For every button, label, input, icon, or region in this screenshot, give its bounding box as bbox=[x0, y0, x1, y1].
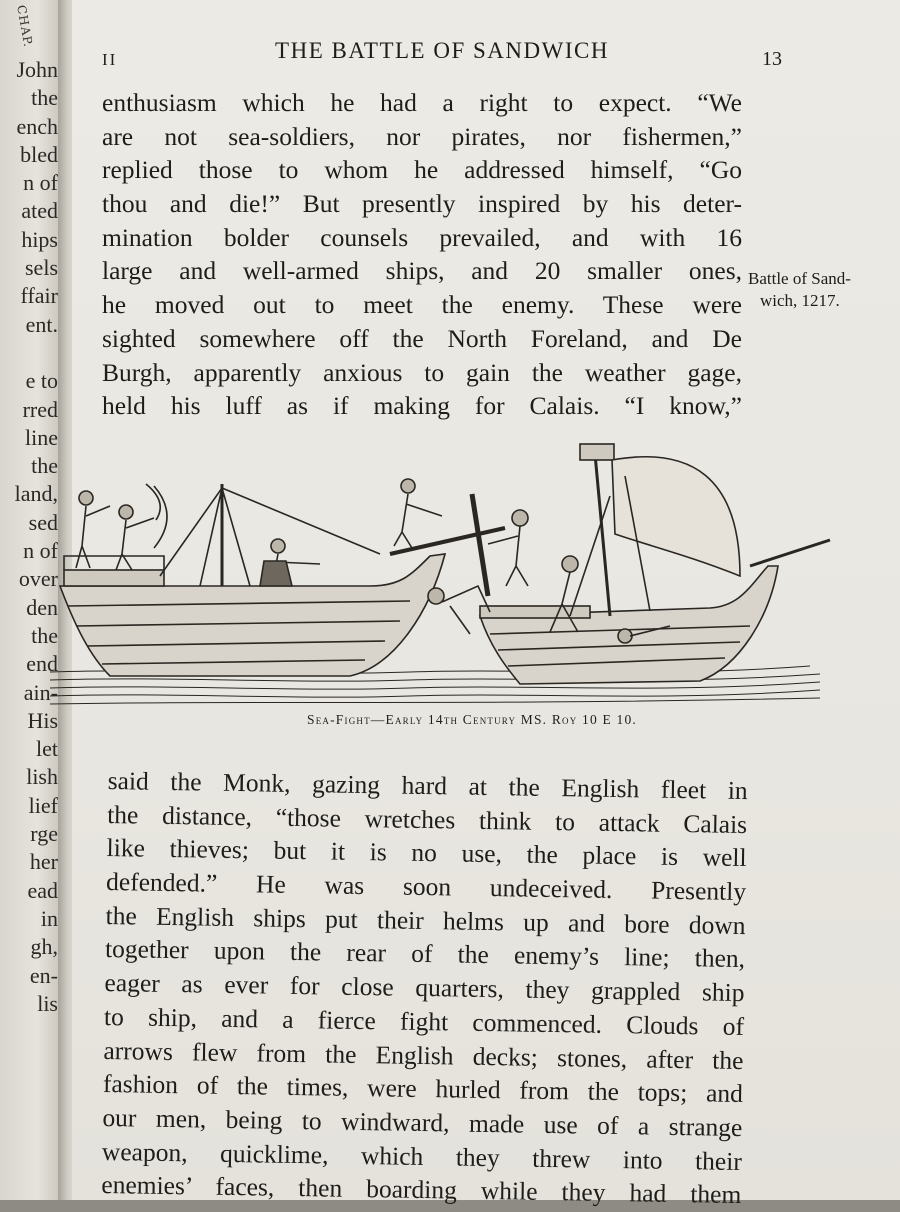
text-line: defended.” He was soon undeceived. Presently bbox=[105, 867, 747, 907]
facing-page-word: ead bbox=[27, 877, 58, 903]
facing-page-word: ated bbox=[21, 198, 58, 224]
facing-page-word: let bbox=[36, 736, 58, 762]
facing-page-word: in bbox=[40, 905, 58, 931]
page-number: 13 bbox=[762, 48, 782, 70]
text-line: our men, being to windward, made use of a strange bbox=[102, 1102, 743, 1142]
text-line: arrows flew from the English decks; stones, after the bbox=[103, 1035, 744, 1075]
facing-page-word: rred bbox=[22, 396, 58, 422]
facing-page-word: lief bbox=[28, 792, 58, 818]
right-ship-icon bbox=[428, 444, 830, 684]
facing-page-word: the bbox=[31, 85, 58, 111]
text-line: large and well-armed ships, and 20 smaller ones, bbox=[102, 256, 742, 286]
text-line: enthusiasm which he had a right to expect. “We bbox=[102, 88, 742, 117]
text-line: mination bolder counsels prevailed, and with 16 bbox=[102, 222, 742, 252]
margin-sidenote bbox=[748, 268, 898, 312]
facing-page-word: John bbox=[16, 57, 58, 82]
figure-caption: Sea-Fight—Early 14th Century MS. Roy 10 E 10. bbox=[307, 712, 637, 727]
text-line: the English ships put their helms up and bore down bbox=[105, 900, 746, 940]
facing-page-word: sels bbox=[25, 255, 58, 281]
upper-paragraph bbox=[102, 86, 742, 423]
facing-page-word: line bbox=[25, 424, 58, 450]
book-page bbox=[72, 0, 900, 1210]
facing-page-word: rge bbox=[30, 821, 58, 847]
running-head bbox=[102, 38, 782, 68]
facing-page-word: n of bbox=[23, 170, 58, 196]
sea-fight-illustration bbox=[50, 436, 840, 706]
text-line: together upon the rear of the enemy’s line; then, bbox=[104, 934, 746, 974]
facing-page-word: ain- bbox=[23, 679, 58, 705]
facing-page-word: sed bbox=[28, 509, 58, 535]
text-line: are not sea-soldiers, nor pirates, nor fishermen,” bbox=[102, 121, 742, 151]
left-ship-icon bbox=[60, 479, 505, 676]
text-line: Burgh, apparently anxious to gain the weather gage, bbox=[102, 357, 742, 387]
facing-page-word: His bbox=[27, 707, 58, 733]
lower-paragraph bbox=[101, 764, 748, 1212]
facing-page-word: en- bbox=[29, 962, 58, 988]
facing-page-word: the bbox=[31, 453, 58, 479]
facing-page-word: den bbox=[26, 594, 58, 620]
text-line: said the Monk, gazing hard at the English fleet in bbox=[107, 765, 748, 806]
facing-page-word: over bbox=[18, 566, 58, 592]
facing-page-word: ent. bbox=[25, 311, 58, 337]
facing-page-word: gh, bbox=[30, 934, 58, 960]
text-line: to ship, and a fierce fight commenced. Clouds of bbox=[103, 1001, 745, 1041]
facing-page-word: her bbox=[29, 849, 58, 875]
facing-page-word: hips bbox=[21, 226, 58, 252]
facing-page-word: ffair bbox=[20, 283, 58, 309]
text-line: replied those to whom he addressed himself, “Go bbox=[102, 155, 742, 185]
text-line: the distance, “those wretches think to attack Calais bbox=[106, 799, 748, 839]
facing-page-chapter-label: CHAP. bbox=[14, 4, 36, 49]
text-line: enemies’ faces, then boarding while they had them bbox=[101, 1170, 742, 1210]
chapter-number: II bbox=[102, 50, 118, 69]
text-line: like thieves; but it is no use, the place is well bbox=[106, 833, 747, 873]
facing-page-word: e to bbox=[25, 368, 58, 394]
text-line: held his luff as if making for Calais. “I know,” bbox=[102, 391, 742, 421]
text-line: he moved out to meet the enemy. These were bbox=[102, 290, 742, 320]
sidenote-line: Battle of Sand- bbox=[748, 269, 851, 288]
page-title: THE BATTLE OF SANDWICH bbox=[275, 38, 609, 63]
text-line: thou and die!” But presently inspired by his deter- bbox=[102, 189, 742, 219]
text-line: eager as ever for close quarters, they grappled ship bbox=[104, 968, 745, 1008]
facing-page-word: land, bbox=[14, 481, 58, 507]
facing-page-word: lis bbox=[37, 990, 58, 1016]
text-line: weapon, quicklime, which they threw into their bbox=[101, 1136, 743, 1176]
text-line: sighted somewhere off the North Foreland, and De bbox=[102, 323, 742, 353]
facing-page-word: ench bbox=[16, 113, 58, 139]
facing-page-word: lish bbox=[26, 764, 58, 790]
text-line: fashion of the times, were hurled from the tops; and bbox=[102, 1069, 744, 1109]
facing-page-word bbox=[0, 339, 58, 367]
facing-page-word: the bbox=[31, 622, 58, 648]
illustration-linework bbox=[50, 444, 830, 704]
sidenote-line: wich, 1217. bbox=[760, 291, 840, 310]
facing-page-word: end bbox=[26, 651, 58, 677]
facing-page-word: bled bbox=[20, 141, 58, 167]
facing-page-word: n of bbox=[23, 538, 58, 564]
